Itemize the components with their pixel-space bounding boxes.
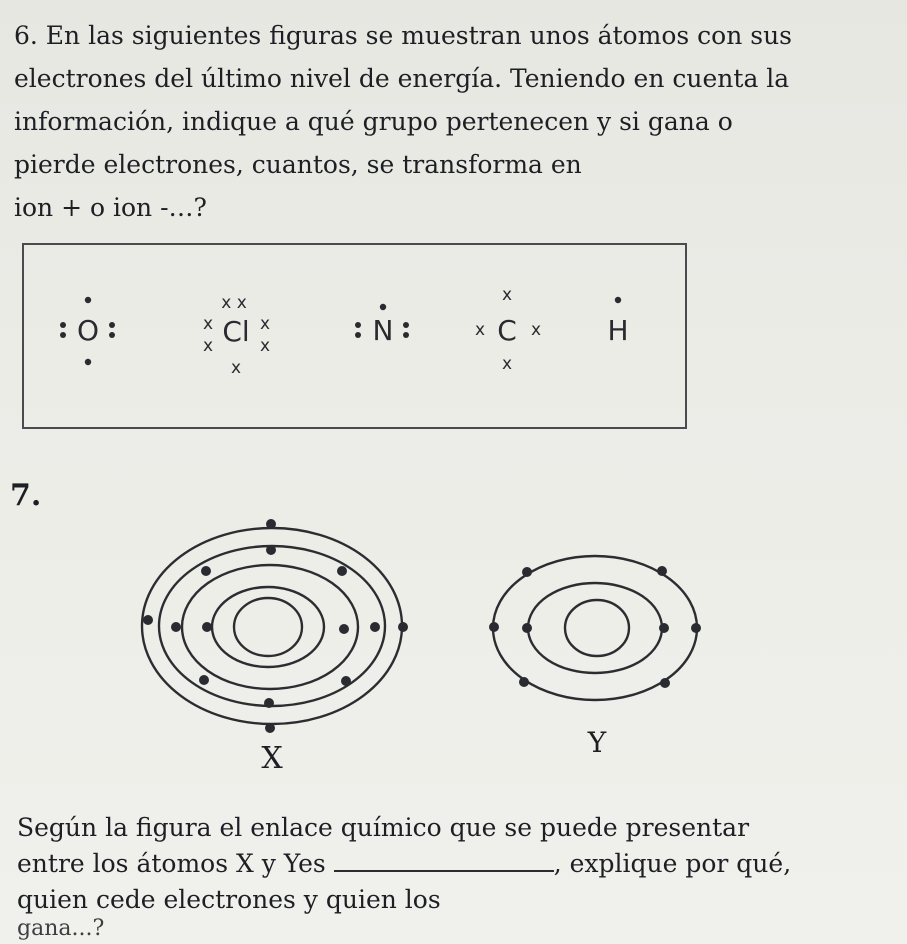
q6-line-1: 6. En las siguientes figuras se muestran unos átomos con sus: [14, 21, 793, 50]
svg-text:x: x: [530, 320, 542, 340]
question-7-number: 7.: [10, 478, 42, 513]
lewis-oxygen: [60, 297, 115, 365]
svg-text:x: x: [202, 336, 214, 356]
symbol-nitrogen: N: [372, 314, 394, 347]
question-6: [14, 14, 884, 229]
lewis-nitrogen: [355, 304, 409, 347]
lewis-hydrogen: [607, 297, 628, 347]
lewis-chlorine: [203, 293, 270, 378]
symbol-oxygen: O: [76, 314, 100, 347]
q6-line-3: información, indique a qué grupo pertenecen y si gana o: [14, 107, 733, 136]
q6-line-4: pierde electrones, cuantos, se transforma en: [14, 150, 582, 179]
svg-text:x: x: [202, 314, 214, 334]
q7-line-2-start: entre los átomos X y Yes: [17, 849, 326, 878]
svg-text:x: x: [501, 354, 513, 374]
lewis-structures: [24, 245, 689, 431]
q6-line-5: ion + o ion -…?: [14, 193, 207, 222]
q7-line-2-end: , explique por qué,: [553, 849, 792, 878]
svg-text:x: x: [230, 358, 242, 378]
svg-text:x: x: [474, 320, 486, 340]
q7-line-1: Según la figura el enlace químico que se puede presentar: [17, 813, 750, 842]
atom-x-label: X: [261, 741, 283, 775]
q6-line-2: electrones del último nivel de energía. Teniendo en cuenta la: [14, 64, 790, 93]
q7-line-4: gana...?: [17, 916, 105, 941]
atom-x: [142, 528, 402, 724]
svg-text:x: x: [501, 285, 513, 305]
q7-line-2: [17, 846, 897, 882]
atom-y-label: Y: [587, 726, 607, 759]
answer-blank[interactable]: [334, 848, 554, 872]
q7-line-3: quien cede electrones y quien los: [17, 885, 441, 914]
symbol-hydrogen: H: [607, 314, 629, 347]
question-7-text: [17, 810, 897, 940]
atom-diagrams: [0, 505, 907, 775]
symbol-chlorine: Cl: [222, 315, 250, 348]
symbol-carbon: C: [497, 314, 517, 347]
svg-text:x: x: [259, 336, 271, 356]
lewis-structures-box: [22, 243, 687, 429]
lewis-carbon: [475, 285, 541, 374]
svg-text:x x: x x: [221, 293, 247, 313]
svg-text:x: x: [259, 314, 271, 334]
